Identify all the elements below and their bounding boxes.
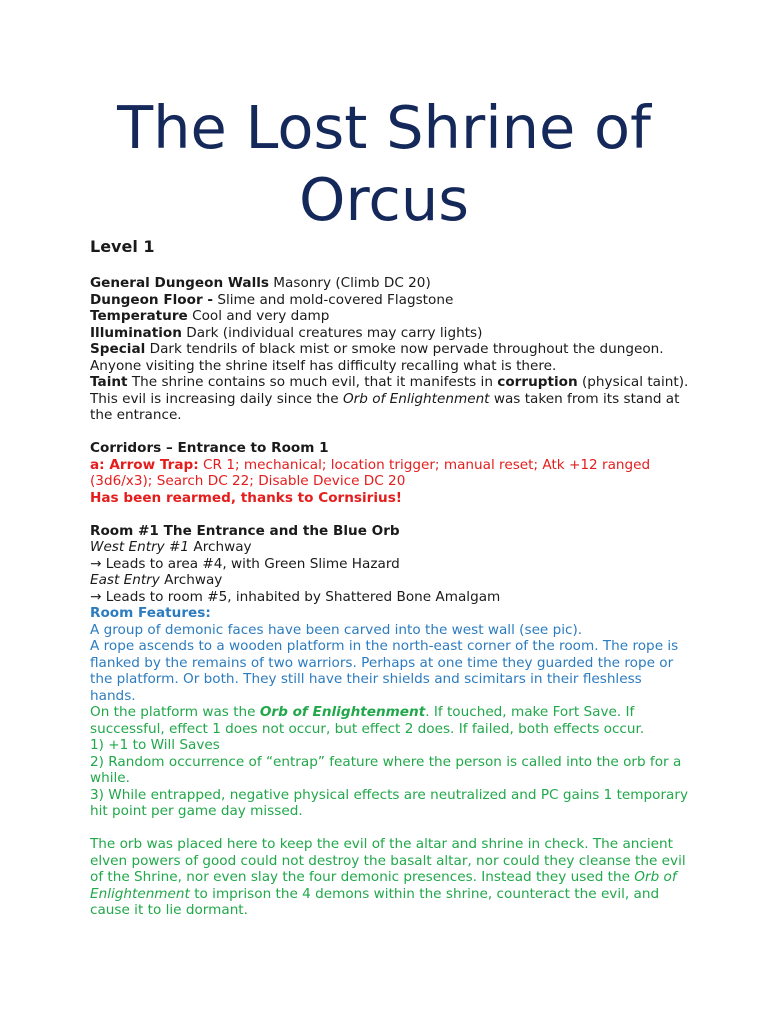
spacer [90, 506, 690, 523]
rearmed-line [90, 490, 690, 507]
features-paragraph-2: A rope ascends to a wooden platform in the north-east corner of the room. The rope is flanked by the remains of two warriors. Perhaps at one time they guarded the rope or the platform. Or both. They still have their shields and scimitars in their fleshless hands. [90, 638, 679, 704]
platform-orb-name: Orb of Enlightenment [259, 704, 426, 720]
walls-line [90, 275, 690, 292]
temperature-label: Temperature [90, 308, 188, 324]
features-paragraph-1: A group of demonic faces have been carved into the west wall (see pic). [90, 621, 583, 638]
floor-value: Slime and mold-covered Flagstone [213, 291, 454, 308]
special-value: Dark tendrils of black mist or smoke now pervade throughout the dungeon. Anyone visiting the shrine itself has difficulty recalling what is there. [90, 341, 664, 374]
effect-1: 1) +1 to Will Saves [90, 737, 220, 753]
taint-corruption: corruption [497, 374, 578, 390]
floor-label: Dungeon Floor - [90, 291, 214, 308]
walls-label: General Dungeon Walls [90, 275, 269, 291]
arrow-trap-line [90, 457, 690, 490]
platform-paragraph [90, 704, 690, 737]
corridors-heading-text: Corridors – Entrance to Room 1 [90, 440, 329, 456]
illumination-line [90, 325, 690, 342]
room-features-heading-text: Room Features: [90, 605, 211, 621]
taint-text-2: (physical taint). This evil is increasing daily since the [90, 374, 689, 407]
platform-text-2: . If touched, make Fort Save. If successful, effect 1 does not occur, but effect 2 does. If failed, both effects occur. [90, 704, 645, 737]
level-heading: Level 1 [90, 237, 155, 256]
orb-history-text-1: The orb was placed here to keep the evil of the altar and shrine in check. The ancient elven powers of good could not destroy the basalt altar, nor could they cleanse the evil of the Shrine, nor even slay the four demonic presences. Instead they used the [90, 836, 686, 885]
platform-text-1: On the platform was the [90, 704, 260, 720]
orb-history-text-2: to imprison the 4 demons within the shrine, counteract the evil, and cause it to lie dormant. [90, 885, 660, 918]
spacer [90, 424, 690, 441]
temperature-value: Cool and very damp [187, 308, 330, 324]
east-entry-label: East Entry [90, 572, 160, 588]
orb-history-orb-name: Orb of Enlightenment [90, 869, 677, 902]
rearmed-text: Has been rearmed, thanks to Cornsirius! [90, 489, 403, 506]
taint-line [90, 374, 690, 424]
room1-heading [90, 523, 690, 540]
walls-value: Masonry (Climb DC 20) [268, 275, 431, 291]
room-features-heading [90, 605, 690, 622]
page-title: The Lost Shrine of Orcus [117, 93, 651, 234]
arrow-trap-label: a: Arrow Trap: [90, 456, 199, 473]
illumination-label: Illumination [90, 324, 182, 341]
west-entry-value: Archway [189, 539, 252, 555]
effect-3: 3) While entrapped, negative physical effects are neutralized and PC gains 1 temporary hit point per game day missed. [90, 786, 689, 819]
floor-line [90, 292, 690, 309]
temperature-line [90, 308, 690, 325]
document-body [90, 236, 690, 919]
corridors-heading [90, 440, 690, 457]
taint-label: Taint [90, 374, 128, 390]
taint-text-3: was taken from its stand at the entrance. [90, 390, 680, 423]
special-label: Special [90, 341, 146, 357]
west-entry-line [90, 539, 690, 556]
east-leads-line: → Leads to room #5, inhabited by Shattered Bone Amalgam [90, 588, 501, 605]
room1-heading-text: Room #1 The Entrance and the Blue Orb [90, 522, 400, 539]
illumination-value: Dark (individual creatures may carry lights) [181, 324, 483, 341]
effect-2: 2) Random occurrence of “entrap” feature where the person is called into the orb for a while. [90, 753, 682, 786]
special-line [90, 341, 690, 374]
orb-history-paragraph [90, 836, 690, 919]
taint-orb-name: Orb of Enlightenment [342, 390, 490, 407]
arrow-trap-value: CR 1; mechanical; location trigger; manual reset; Atk +12 ranged (3d6/x3); Search DC 22; Disable Device DC 20 [90, 456, 651, 489]
west-entry-label: West Entry #1 [90, 539, 190, 555]
taint-text-1: The shrine contains so much evil, that it manifests in [127, 374, 498, 390]
east-entry-value: Archway [159, 572, 223, 588]
east-entry-line [90, 572, 690, 589]
spacer [90, 820, 690, 837]
west-leads-line: → Leads to area #4, with Green Slime Hazard [90, 555, 400, 572]
